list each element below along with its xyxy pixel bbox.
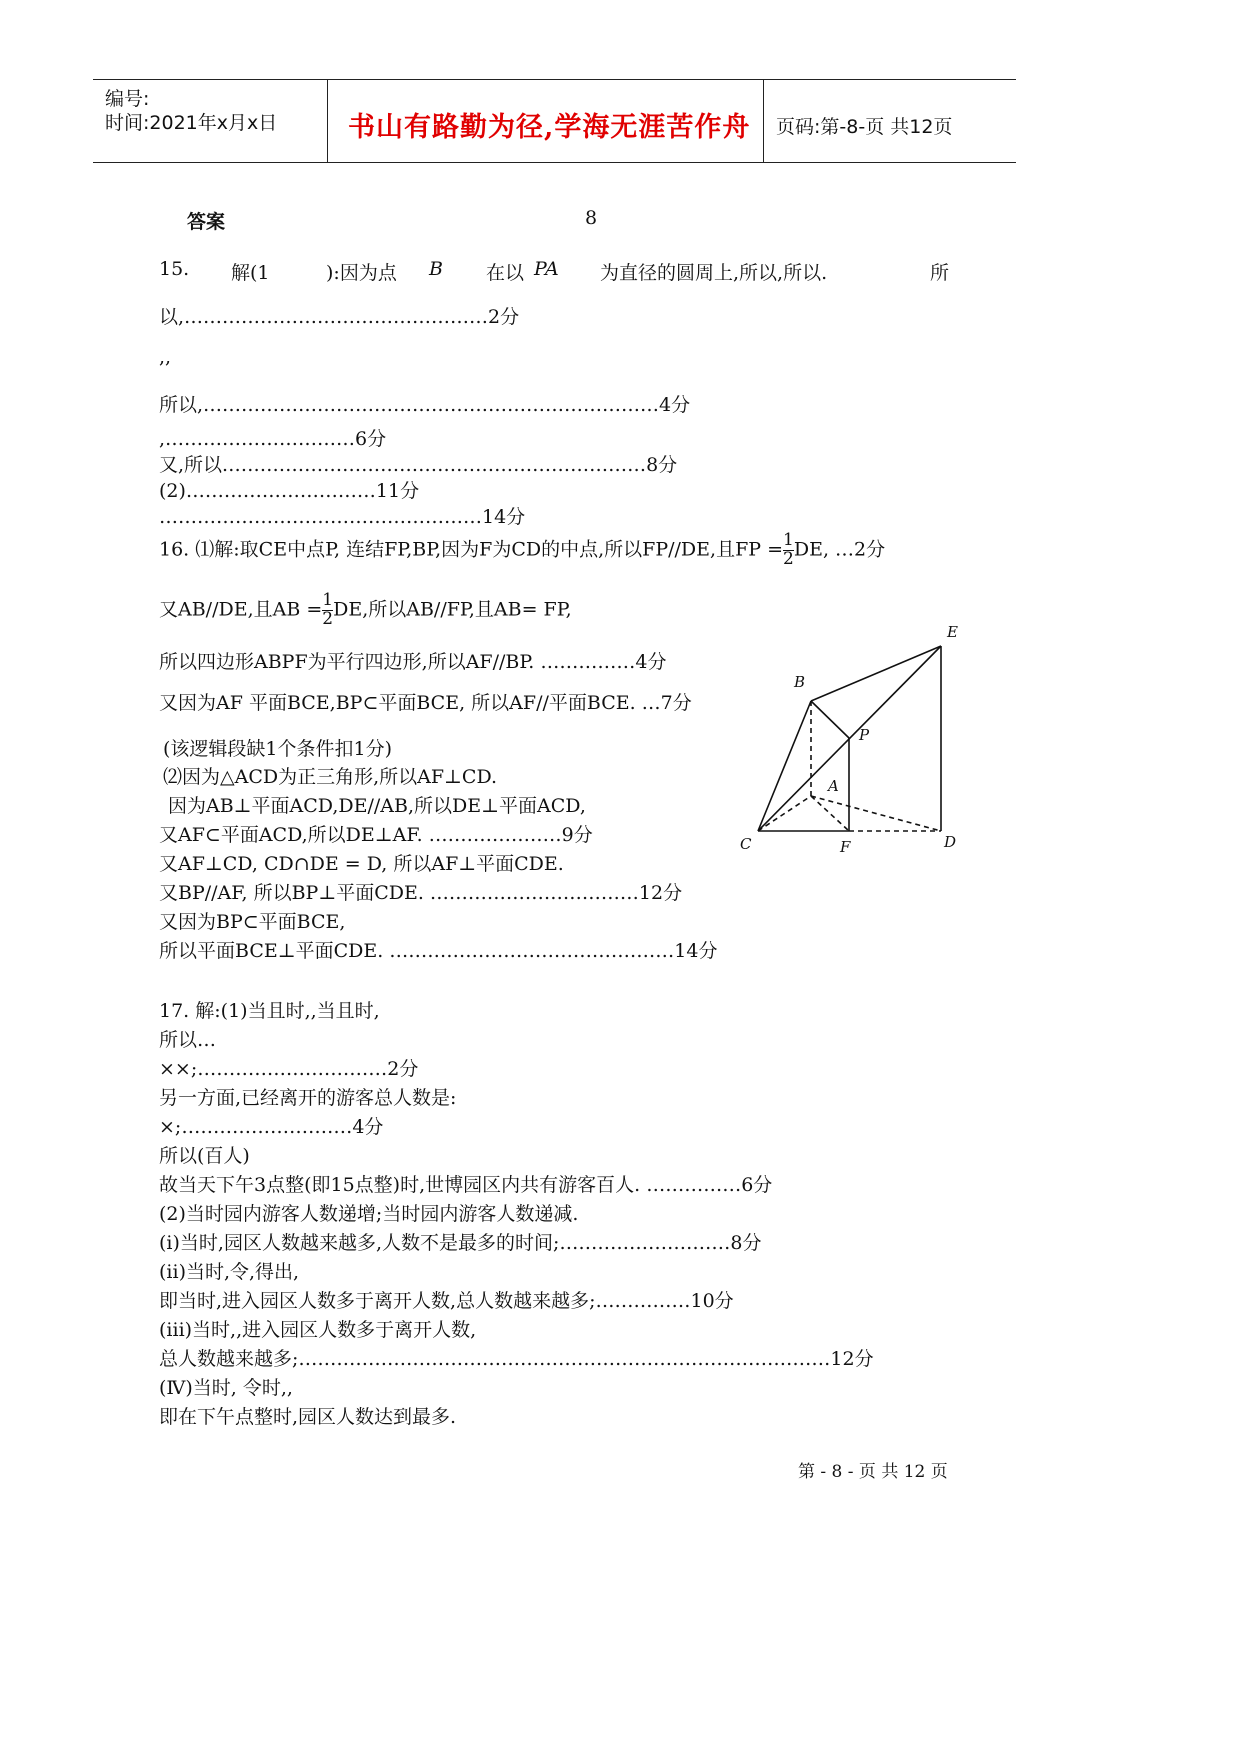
edge-bc [758,701,811,831]
q17-line-9: (i)当时,园区人数越来越多,人数不是最多的时间;………………………8分 [159,1232,762,1254]
q16-line-4: 又因为AF 平面BCE,BP⊂平面BCE, 所以AF//平面BCE. …7分 [159,692,692,714]
q17-line-1: 17. 解:(1)当且时,,当且时, [159,1000,380,1022]
q15-line-4: 所以,………………………………………………………………4分 [159,394,691,416]
q16-line-1-post: DE, …2分 [793,538,886,561]
edge-ad [811,796,941,831]
q16-line-1-pre: 16. ⑴解:取CE中点P, 连结FP,BP,因为F为CD的中点,所以FP//DE,且FP = [159,538,784,561]
q17-line-5: ×;………………………4分 [159,1116,384,1138]
header-bottom-border [93,162,1016,163]
fraction-half-2 [322,592,333,629]
q16-line-11: 又因为BP⊂平面BCE, [159,911,346,933]
q15-line-3: ,, [159,346,172,368]
q16-line-7: 因为AB⊥平面ACD,DE//AB,所以DE⊥平面ACD, [168,795,586,817]
time-label: 时间:2021年x月x日 [105,112,278,134]
edge-be [811,646,941,701]
label-d: D [944,833,957,851]
q17-line-13: 总人数越来越多;…………………………………………………………………………12分 [159,1348,874,1370]
header-top-border [93,79,1016,80]
q16-line-1 [159,532,885,569]
label-a: A [828,777,839,795]
label-b: B [794,673,806,691]
q15-text-c: 为直径的圆周上,所以,所以. [600,262,828,284]
fraction-denominator: 2 [322,608,334,629]
q15-text-d: 所 [930,262,950,284]
q16-line-2 [159,592,572,629]
q17-line-4: 另一方面,已经离开的游客总人数是: [159,1087,457,1109]
q15-number: 15. [159,258,190,280]
label-p: P [859,726,870,744]
q15-line-8: ……………………………………………14分 [159,506,526,528]
q15-text-a: ):因为点 [326,262,397,284]
q15-var-pa: PA [534,258,559,280]
page-info: 页码:第-8-页 共12页 [776,116,953,138]
edge-bp [811,701,849,738]
q16-line-5: (该逻辑段缺1个条件扣1分) [163,738,393,760]
answer-page-number: 8 [585,207,598,229]
q16-line-12: 所以平面BCE⊥平面CDE. ………………………………………14分 [159,940,718,962]
label-f: F [840,838,851,856]
q16-line-8: 又AF⊂平面ACD,所以DE⊥AF. …………………9分 [159,824,593,846]
q15-text-b: 在以 [486,262,525,284]
q16-line-9: 又AF⊥CD, CD∩DE = D, 所以AF⊥平面CDE. [159,853,564,875]
q15-part: 解(1 [231,262,270,284]
q17-line-11: 即当时,进入园区人数多于离开人数,总人数越来越多;……………10分 [159,1290,734,1312]
q16-line-10: 又BP//AF, 所以BP⊥平面CDE. ……………………………12分 [159,882,683,904]
q17-line-14: (Ⅳ)当时, 令时,, [159,1377,293,1399]
q15-line-6: 又,所以.…………………………………………………………8分 [159,454,678,476]
answer-title: 答案 [187,211,226,233]
q15-line-2: 以,…………………………………………2分 [159,306,520,328]
q17-line-12: (iii)当时,,进入园区人数多于离开人数, [159,1319,477,1341]
q15-var-b: B [429,258,443,280]
serial-label: 编号: [105,88,150,110]
fraction-numerator: 1 [783,530,794,550]
fraction-half [783,532,794,569]
solid-geometry-figure [730,615,970,860]
q17-line-15: 即在下午点整时,园区人数达到最多. [159,1406,457,1428]
motto: 书山有路勤为径,学海无涯苦作舟 [348,112,751,143]
q16-line-2-pre: 又AB//DE,且AB = [159,598,323,621]
label-c: C [740,835,752,853]
header-divider-right [763,79,764,163]
q17-line-6: 所以(百人) [159,1145,250,1167]
q17-line-8: (2)当时园内游客人数递增;当时园内游客人数递减. [159,1203,579,1225]
q15-line-5: ,…………………………6分 [159,428,387,450]
fraction-numerator: 1 [322,590,334,610]
header-divider-left [327,79,328,163]
q17-line-7: 故当天下午3点整(即15点整)时,世博园区内共有游客百人. ……………6分 [159,1174,773,1196]
page-footer: 第 - 8 - 页 共 12 页 [798,1462,948,1482]
q17-line-3: ××;…………………………2分 [159,1058,419,1080]
q16-line-2-post: DE,所以AB//FP,且AB= FP, [333,598,572,621]
q17-line-2: 所以… [159,1029,217,1051]
label-e: E [947,623,958,641]
fraction-denominator: 2 [783,548,794,569]
q16-line-3: 所以四边形ABPF为平行四边形,所以AF//BP. ……………4分 [159,651,667,673]
q17-line-10: (ii)当时,令,得出, [159,1261,300,1283]
q16-line-6: ⑵因为△ACD为正三角形,所以AF⊥CD. [163,766,498,788]
q15-line-7: (2)…………………………11分 [159,480,420,502]
